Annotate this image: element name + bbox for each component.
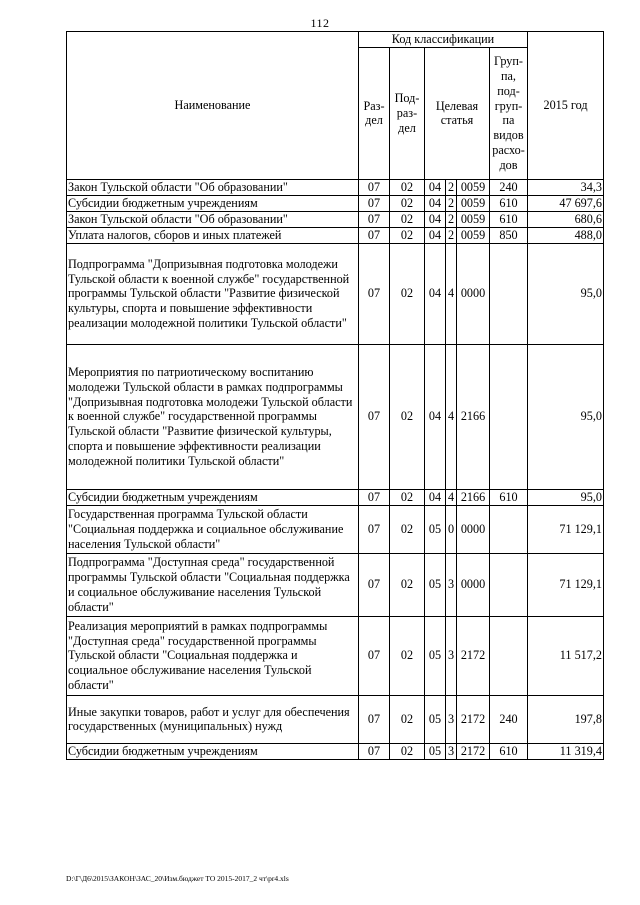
row-expense-type <box>490 243 528 344</box>
row-target-direction: 0000 <box>457 505 490 553</box>
table-row <box>67 211 604 227</box>
row-target-direction: 2166 <box>457 489 490 505</box>
row-target-program: 04 <box>425 195 446 211</box>
row-subsection: 02 <box>390 243 425 344</box>
row-target-program: 04 <box>425 227 446 243</box>
row-target-direction: 0000 <box>457 553 490 616</box>
header-subsection: Под- раз- дел <box>390 47 425 179</box>
table-row <box>67 743 604 759</box>
row-target-direction: 0059 <box>457 179 490 195</box>
row-expense-type <box>490 616 528 695</box>
row-target-program: 05 <box>425 695 446 743</box>
row-section: 07 <box>359 227 390 243</box>
row-subsection: 02 <box>390 344 425 489</box>
row-target-direction: 0059 <box>457 195 490 211</box>
row-subsection: 02 <box>390 179 425 195</box>
row-section: 07 <box>359 344 390 489</box>
row-target-program: 04 <box>425 211 446 227</box>
table-row <box>67 553 604 616</box>
row-target-program: 04 <box>425 179 446 195</box>
row-expense-type <box>490 505 528 553</box>
row-name: Субсидии бюджетным учреждениям <box>67 743 359 759</box>
row-target-subprogram: 3 <box>446 553 457 616</box>
table-row <box>67 344 604 489</box>
row-expense-type: 850 <box>490 227 528 243</box>
row-target-program: 04 <box>425 243 446 344</box>
row-section: 07 <box>359 243 390 344</box>
page-number: 112 <box>310 16 330 30</box>
row-amount: 95,0 <box>528 243 604 344</box>
row-target-program: 04 <box>425 344 446 489</box>
row-target-program: 05 <box>425 616 446 695</box>
table-header <box>67 32 604 180</box>
row-amount: 71 129,1 <box>528 505 604 553</box>
row-subsection: 02 <box>390 505 425 553</box>
row-amount: 95,0 <box>528 489 604 505</box>
row-expense-type <box>490 344 528 489</box>
row-amount: 71 129,1 <box>528 553 604 616</box>
row-target-subprogram: 2 <box>446 179 457 195</box>
row-name: Субсидии бюджетным учреждениям <box>67 489 359 505</box>
header-code-group: Код классификации <box>359 32 528 48</box>
row-target-subprogram: 3 <box>446 743 457 759</box>
row-subsection: 02 <box>390 553 425 616</box>
row-section: 07 <box>359 616 390 695</box>
table-row <box>67 243 604 344</box>
row-target-direction: 2172 <box>457 695 490 743</box>
row-name: Уплата налогов, сборов и иных платежей <box>67 227 359 243</box>
row-target-subprogram: 4 <box>446 344 457 489</box>
row-target-subprogram: 4 <box>446 243 457 344</box>
row-name: Субсидии бюджетным учреждениям <box>67 195 359 211</box>
row-expense-type: 240 <box>490 179 528 195</box>
row-section: 07 <box>359 695 390 743</box>
row-target-subprogram: 3 <box>446 695 457 743</box>
table-row <box>67 179 604 195</box>
row-target-direction: 2172 <box>457 616 490 695</box>
header-year: 2015 год <box>528 32 604 180</box>
table-row <box>67 616 604 695</box>
row-name: Иные закупки товаров, работ и услуг для обеспечения государственных (муниципальных) нужд <box>67 695 359 743</box>
row-target-subprogram: 4 <box>446 489 457 505</box>
table-body <box>67 179 604 759</box>
row-target-program: 05 <box>425 553 446 616</box>
row-subsection: 02 <box>390 227 425 243</box>
header-expense-group: Груп- па, под- груп- па видов расхо- дов <box>490 47 528 179</box>
row-expense-type: 610 <box>490 743 528 759</box>
row-subsection: 02 <box>390 211 425 227</box>
row-target-subprogram: 3 <box>446 616 457 695</box>
row-amount: 95,0 <box>528 344 604 489</box>
row-expense-type <box>490 553 528 616</box>
header-target-article: Целевая статья <box>425 47 490 179</box>
row-target-direction: 0059 <box>457 211 490 227</box>
header-name: Наименование <box>67 32 359 180</box>
row-target-subprogram: 2 <box>446 227 457 243</box>
row-section: 07 <box>359 553 390 616</box>
row-target-program: 05 <box>425 743 446 759</box>
row-target-program: 04 <box>425 489 446 505</box>
row-expense-type: 610 <box>490 211 528 227</box>
budget-table <box>66 31 604 760</box>
row-amount: 11 319,4 <box>528 743 604 759</box>
file-path-footer: D:\Г\Д6\2015\ЗАКОН\ЗАС_20\Изм.бюджет ТО 2015-2017_2 чт\pr4.xls <box>66 874 289 883</box>
row-expense-type: 610 <box>490 195 528 211</box>
table-row <box>67 489 604 505</box>
row-name: Реализация мероприятий в рамках подпрограммы "Доступная среда" государственной программы Тульской области "Социальная поддержка и социальное обслуживание населения Тульской области" <box>67 616 359 695</box>
row-expense-type: 240 <box>490 695 528 743</box>
row-name: Подпрограмма "Доступная среда" государственной программы Тульской области "Социальная поддержка и социальное обслуживание населения Тульской области" <box>67 553 359 616</box>
row-expense-type: 610 <box>490 489 528 505</box>
row-section: 07 <box>359 489 390 505</box>
row-subsection: 02 <box>390 695 425 743</box>
row-target-direction: 2166 <box>457 344 490 489</box>
row-target-direction: 2172 <box>457 743 490 759</box>
row-amount: 11 517,2 <box>528 616 604 695</box>
row-name: Закон Тульской области "Об образовании" <box>67 211 359 227</box>
row-subsection: 02 <box>390 616 425 695</box>
row-section: 07 <box>359 743 390 759</box>
row-section: 07 <box>359 195 390 211</box>
row-subsection: 02 <box>390 195 425 211</box>
row-section: 07 <box>359 505 390 553</box>
row-subsection: 02 <box>390 489 425 505</box>
row-target-direction: 0000 <box>457 243 490 344</box>
row-target-subprogram: 0 <box>446 505 457 553</box>
row-amount: 488,0 <box>528 227 604 243</box>
row-target-direction: 0059 <box>457 227 490 243</box>
row-target-subprogram: 2 <box>446 211 457 227</box>
row-amount: 34,3 <box>528 179 604 195</box>
row-name: Мероприятия по патриотическому воспитанию молодежи Тульской области в рамках подпрограммы "Допризывная подготовка молодежи Тульской области к военной службе" государственной программы Тульской области "Развитие физической культуры, спорта и повышение эффективности реализации молодежной политики Тульской области" <box>67 344 359 489</box>
row-name: Государственная программа Тульской области "Социальная поддержка и социальное обслуживание населения Тульской области" <box>67 505 359 553</box>
table-row <box>67 195 604 211</box>
row-amount: 680,6 <box>528 211 604 227</box>
row-amount: 197,8 <box>528 695 604 743</box>
row-target-subprogram: 2 <box>446 195 457 211</box>
row-name: Подпрограмма "Допризывная подготовка молодежи Тульской области к военной службе" государственной программы Тульской области "Развитие физической культуры, спорта и повышение эффективности реализации молодежной политики Тульской области" <box>67 243 359 344</box>
header-section: Раз- дел <box>359 47 390 179</box>
row-target-program: 05 <box>425 505 446 553</box>
table-row <box>67 505 604 553</box>
row-name: Закон Тульской области "Об образовании" <box>67 179 359 195</box>
row-amount: 47 697,6 <box>528 195 604 211</box>
table-row <box>67 695 604 743</box>
table-row <box>67 227 604 243</box>
row-section: 07 <box>359 211 390 227</box>
row-section: 07 <box>359 179 390 195</box>
row-subsection: 02 <box>390 743 425 759</box>
